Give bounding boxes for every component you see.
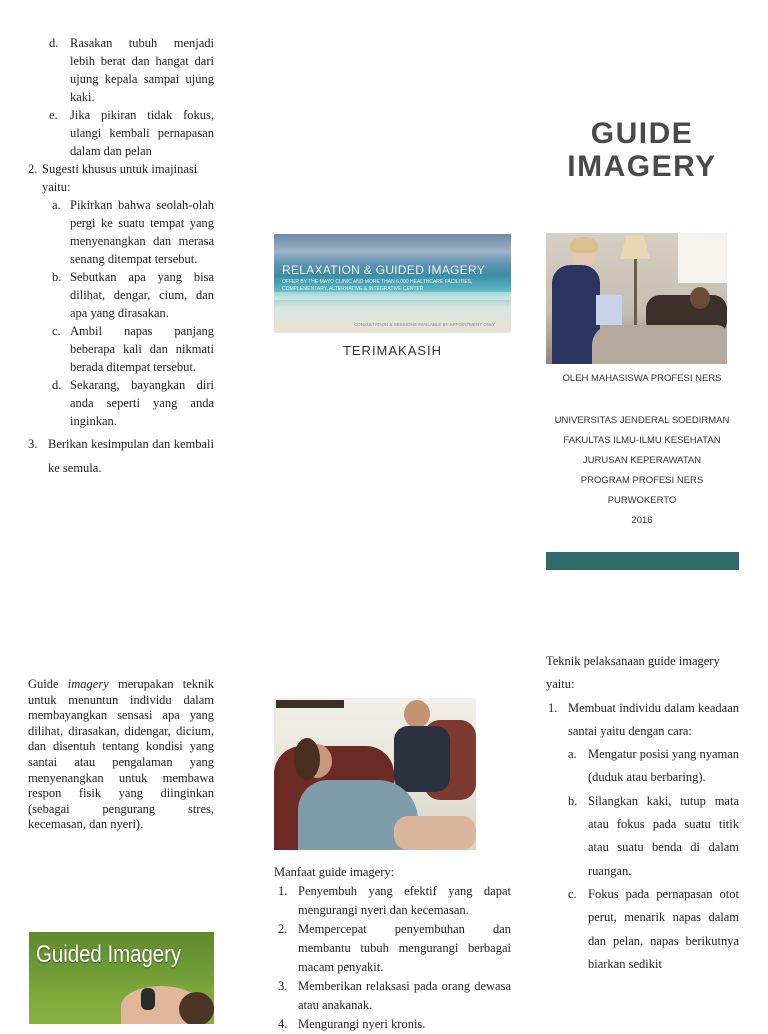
guided-imagery-photo — [29, 932, 214, 1024]
list-marker: 3. — [278, 979, 288, 993]
institution-line: PROGRAM PROFESI NERS — [580, 475, 704, 486]
woman-legs — [394, 816, 476, 850]
institution-block — [546, 411, 738, 531]
banner-title: RELAXATION & GUIDED IMAGERY — [282, 263, 486, 277]
list-marker: 3. — [28, 437, 38, 451]
list-marker: b. — [52, 270, 62, 284]
institution-line: PURWOKERTO — [607, 495, 677, 506]
window — [678, 233, 727, 283]
list-item — [274, 882, 511, 920]
left-top-column — [28, 34, 214, 480]
list-text: Fokus pada pernapasan otot perut, menarik napas dalam dan pelan, napas berikutnya biarkan sedikit — [588, 886, 739, 971]
list-text: Sugesti khusus untuk imajinasi yaitu: — [42, 162, 198, 194]
list-marker: d. — [49, 36, 59, 50]
banner-subtitle: COMPLEMENTARY, ALTERNATIVE & INTEGRATIVE CENTER — [282, 286, 424, 292]
list-text: Rasakan tubuh menjadi lebih berat dan hangat dari ujung kepala sampai ujung kaki. — [70, 36, 214, 104]
list-text: Mengatur posisi yang nyaman (duduk atau berbaring). — [588, 747, 740, 785]
list-marker: c. — [52, 324, 61, 338]
relaxation-banner-image — [274, 234, 511, 333]
cover-title — [546, 117, 738, 183]
list-text: Sekarang, bayangkan diri anda seperti yang anda inginkan. — [70, 378, 214, 428]
therapist-body — [394, 726, 450, 792]
cover-title-line: IMAGERY — [567, 150, 717, 183]
technique-section — [546, 650, 739, 976]
list-marker: 2. — [28, 162, 38, 176]
definition-term: Guide — [28, 677, 59, 691]
cover-accent-bar — [546, 552, 739, 570]
list-item — [546, 697, 739, 744]
list-item — [274, 977, 511, 1015]
list-text: Pikirkan bahwa seolah-olah pergi ke suatu tempat yang menyenangkan dan merasa senang ditempat tersebut. — [70, 198, 214, 266]
benefits-title: Manfaat guide imagery: — [274, 865, 395, 879]
benefits-section — [274, 863, 511, 1034]
technique-intro: Teknik pelaksanaan guide imagery yaitu: — [546, 654, 720, 692]
lamp-shade — [620, 235, 650, 259]
definition-text: merupakan teknik untuk menuntun individu dalam membayangkan sensasi apa yang dilihat, dirasakan, didengar, dicium, dan disentuh tentang kondisi yang santai atau pengalaman yang menyenangkan untuk membawa respon fisik yang diinginkan (sebagai pengurang stres, kecemasan, dan nyeri). — [28, 677, 215, 832]
sunglasses — [141, 988, 155, 1010]
list-item — [28, 34, 214, 106]
image-caption: Guided Imagery — [36, 941, 182, 968]
institution-line: 2016 — [631, 515, 653, 526]
blanket — [592, 325, 727, 364]
therapy-session-photo — [546, 233, 727, 364]
list-marker: d. — [52, 378, 62, 392]
clipboard — [596, 295, 622, 325]
list-item — [28, 432, 214, 480]
relaxation-therapy-photo — [274, 698, 476, 850]
thanks-text: TERIMAKASIH — [342, 343, 443, 358]
list-marker: 2. — [278, 922, 288, 936]
list-marker: a. — [52, 198, 61, 212]
list-item — [274, 1015, 511, 1034]
author-line: OLEH MAHASISWA PROFESI NERS — [562, 373, 722, 384]
list-marker: 1. — [278, 884, 288, 898]
list-item — [28, 160, 214, 196]
list-item — [28, 322, 214, 376]
cover-title-line: GUIDE — [590, 117, 694, 150]
list-item — [28, 268, 214, 322]
list-text: Ambil napas panjang beberapa kali dan nikmati berada ditempat tersebut. — [70, 324, 214, 374]
list-item — [546, 790, 739, 883]
definition-term-italic: imagery — [67, 677, 109, 691]
list-marker: a. — [568, 747, 577, 762]
definition-paragraph — [28, 677, 214, 833]
lamp-stand — [634, 259, 637, 329]
frame — [276, 700, 344, 708]
therapist-head — [404, 700, 430, 728]
list-text: Silangkan kaki, tutup mata atau fokus pada suatu titik atau suatu benda di dalam ruangan. — [588, 793, 739, 878]
list-marker: c. — [568, 886, 577, 901]
list-text: Memberikan relaksasi pada orang dewasa atau anakanak. — [298, 979, 511, 1012]
list-text: Berikan kesimpulan dan kembali ke semula. — [48, 437, 214, 475]
banner-subtitle: OFFER BY THE MAYO CLINIC AND MORE THAN 6,000 HEALTHCARE FACILITIES, — [282, 279, 473, 285]
list-marker: e. — [49, 108, 58, 122]
banner-footer: CONSULTATION & SESSIONS AVAILABLE BY APPOINTMENT ONLY — [354, 322, 496, 327]
list-marker: 1. — [548, 700, 558, 715]
patient-head — [690, 287, 710, 309]
list-marker: b. — [568, 793, 578, 808]
institution-line: JURUSAN KEPERAWATAN — [582, 455, 702, 466]
list-item — [28, 106, 214, 160]
list-text: Membuat individu dalam keadaan santai yaitu dengan cara: — [568, 700, 739, 738]
list-text: Mempercepat penyembuhan dan membantu tubuh mengurangi berbagai macam penyakit. — [298, 922, 511, 974]
list-text: Jika pikiran tidak fokus, ulangi kembali pernapasan dalam dan pelan — [70, 108, 214, 158]
therapist-hair — [570, 237, 598, 253]
list-text: Mengurangi nyeri kronis. — [298, 1017, 426, 1031]
list-text: Penyembuh yang efektif yang dapat mengurangi nyeri dan kecemasan. — [298, 884, 511, 917]
wave-line — [274, 292, 511, 300]
list-marker: 4. — [278, 1017, 288, 1031]
list-item — [274, 920, 511, 977]
list-item — [546, 883, 739, 976]
list-item — [28, 376, 214, 430]
list-item — [546, 743, 739, 790]
woman-hair — [294, 738, 320, 780]
hair — [179, 992, 214, 1024]
institution-line: UNIVERSITAS JENDERAL SOEDIRMAN — [554, 415, 730, 426]
list-item — [28, 196, 214, 268]
institution-line: FAKULTAS ILMU-ILMU KESEHATAN — [563, 435, 721, 446]
list-text: Sebutkan apa yang bisa dilihat, dengar, cium, dan apa yang dirasakan. — [70, 270, 214, 320]
